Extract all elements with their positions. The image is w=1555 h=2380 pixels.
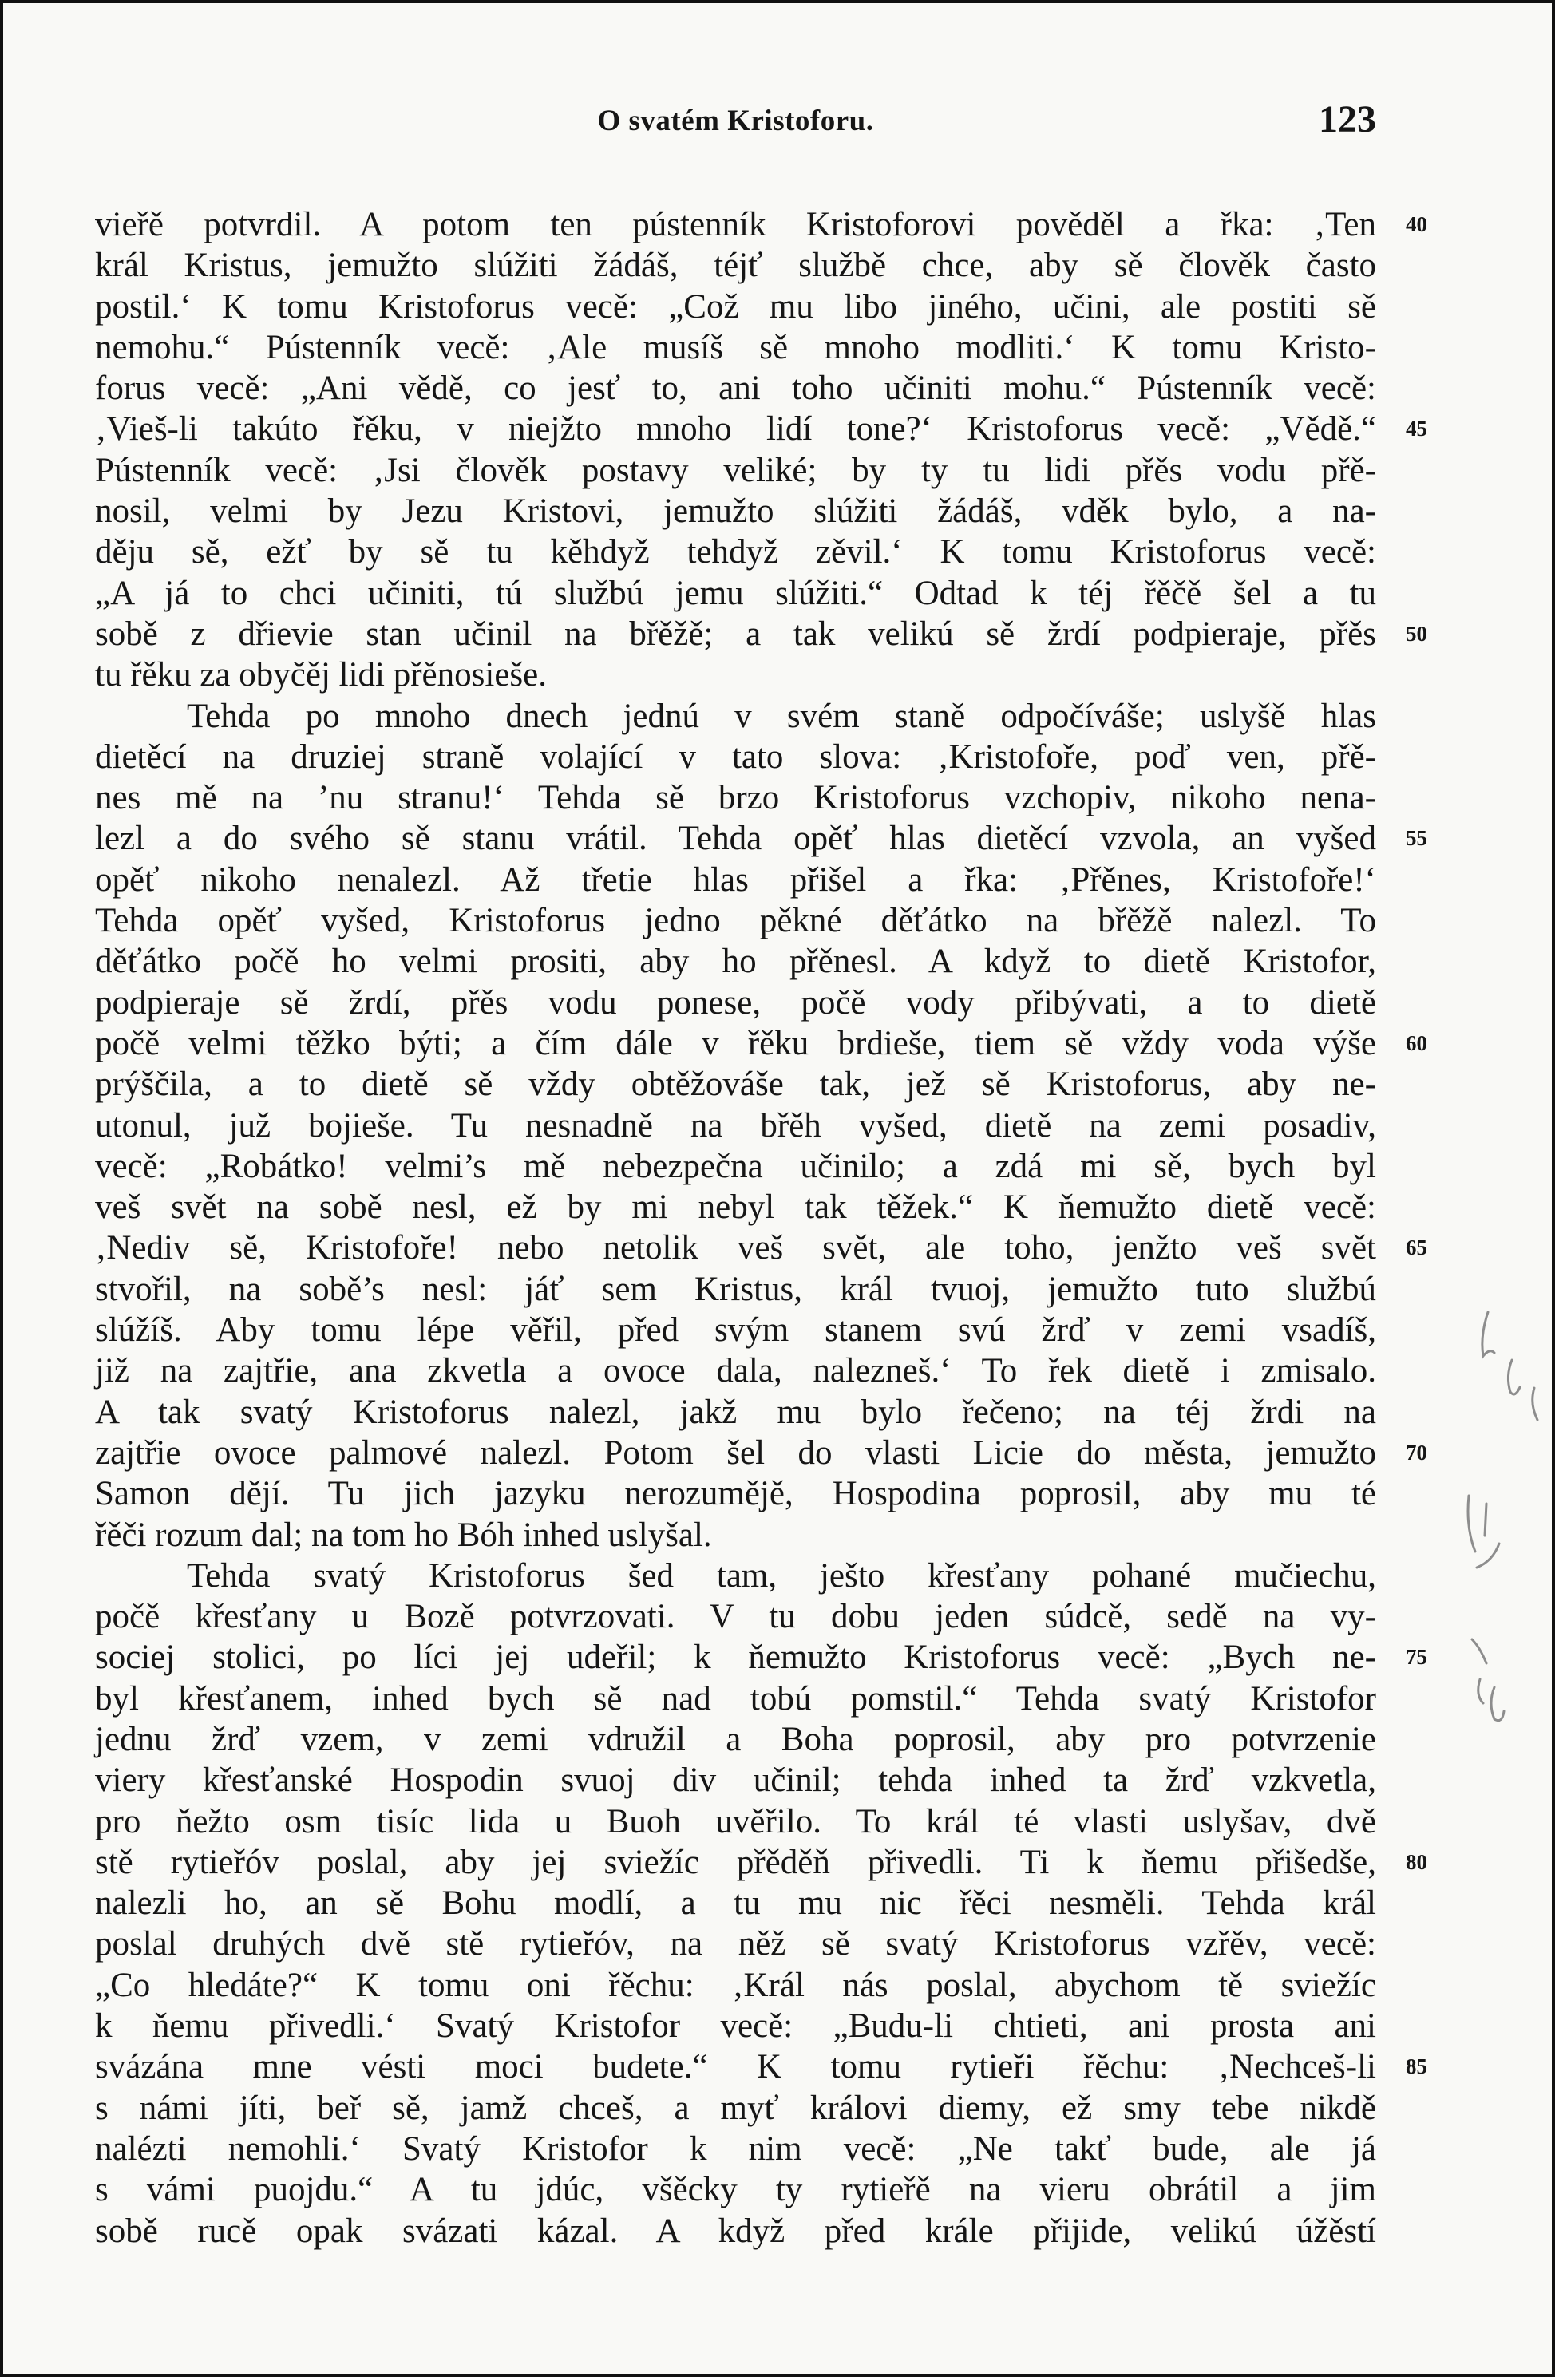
text-line [95, 1187, 1376, 1228]
line-number: 70 [1406, 1440, 1427, 1465]
text-line [95, 1392, 1376, 1433]
line-text: nosil, velmi by Jezu Kristovi, jemužto slúžiti žádáš, vděk bylo, a na- [95, 492, 1376, 531]
line-text: lezl a do svého sě stanu vrátil. Tehda opěť hlas dietěcí vzvola, an vyšed [95, 820, 1376, 858]
text-line [95, 1269, 1376, 1310]
text-line [95, 2006, 1376, 2046]
text-line [95, 573, 1376, 614]
text-line [95, 1965, 1376, 2006]
text-line [95, 777, 1376, 818]
line-text: již na zajtřie, ana zkvetla a ovoce dala, nalezneš.‘ To řek dietě i zmisalo. [95, 1352, 1376, 1390]
text-line [95, 2088, 1376, 2129]
line-text: k ňemu přivedli.‘ Svatý Kristofor vecě: „Budu-li chtieti, ani prosta ani [95, 2007, 1376, 2046]
line-text: nalezli ho, an sě Bohu modlí, a tu mu nic řěci nesměli. Tehda král [95, 1884, 1376, 1923]
text-line [95, 450, 1376, 491]
page-number: 123 [1319, 98, 1376, 140]
text-line [95, 2129, 1376, 2169]
line-text: podpieraje sě žrdí, přěs vodu ponese, počě vody přibývati, a to dietě [95, 983, 1376, 1022]
text-line [95, 327, 1376, 368]
text-line [95, 1678, 1376, 1719]
line-text: řěči rozum dal; na tom ho Bóh inhed uslyšal. [95, 1516, 712, 1554]
line-text: vecě: „Robátko! velmi’s mě nebezpečna učinilo; a zdá mi sě, bych byl [95, 1147, 1376, 1185]
text-line [95, 1596, 1376, 1637]
line-text: ‚Vieš-li takúto řěku, v niejžto mnoho lidí tone?‘ Kristoforus vecě: „Vědě.“ [95, 410, 1376, 449]
line-text: sociej stolici, po líci jej udeřil; k ňemužto Kristoforus vecě: „Bych ne- [95, 1639, 1376, 1677]
text-line [95, 1023, 1427, 1064]
line-number: 50 [1406, 621, 1427, 646]
line-text: viery křesťanské Hospodin svuoj div učinil; tehda inhed ta žrď vzkvetla, [95, 1761, 1376, 1800]
line-text: svázána mne vésti moci budete.“ K tomu rytieři řěchu: ‚Nechceš-li [95, 2048, 1376, 2086]
line-text: děťátko počě ho velmi prositi, aby ho přěnesl. A když to dietě Kristofor, [95, 943, 1376, 981]
text-line [95, 941, 1376, 982]
line-text: pro ňežto osm tisíc lida u Buoh uvěřilo. To král té vlasti uslyšav, dvě [95, 1802, 1376, 1840]
line-number: 80 [1406, 1849, 1427, 1874]
line-text: A tak svatý Kristoforus nalezl, jakž mu bylo řečeno; na téj žrdi na [95, 1393, 1376, 1431]
line-text: jednu žrď vzem, v zemi vdružil a Boha poprosil, aby pro potvrzenie [95, 1720, 1376, 1758]
line-text: poslal druhých dvě stě rytieřóv, na něž sě svatý Kristoforus vzřěv, vecě: [95, 1925, 1376, 1963]
line-number: 60 [1406, 1030, 1427, 1055]
line-text: zajtřie ovoce palmové nalezl. Potom šel do vlasti Licie do města, jemužto [95, 1433, 1376, 1472]
line-text: „A já to chci učiniti, tú službú jemu slúžiti.“ Odtad k téj řěčě šel a tu [95, 574, 1376, 612]
text-line [95, 1923, 1376, 1964]
text-line [95, 614, 1427, 654]
line-text: tu řěku za obyčěj lidi přěnosieše. [95, 656, 547, 694]
line-number: 75 [1406, 1645, 1427, 1670]
line-text: dietěcí na druziej straně volající v tato slova: ‚Kristofoře, poď ven, přě- [95, 737, 1376, 776]
text-line [95, 860, 1376, 900]
text-line [95, 491, 1376, 532]
text-line [95, 654, 1376, 695]
line-number: 55 [1406, 826, 1427, 851]
text-line [95, 1556, 1376, 1596]
text-line [95, 696, 1376, 737]
text-line [95, 368, 1376, 409]
text-line [95, 1228, 1427, 1268]
line-text: s vámi puojdu.“ A tu jdúc, všěcky ty rytieřě na vieru obrátil a jim [95, 2171, 1376, 2209]
line-text: ‚Nediv sě, Kristofoře! nebo netolik veš svět, ale toho, jenžto veš svět [95, 1229, 1376, 1267]
line-number: 45 [1406, 417, 1427, 441]
line-text: král Kristus, jemužto slúžiti žádáš, téjť službě chce, aby sě člověk často [95, 247, 1376, 285]
line-text: Tehda po mnoho dnech jednú v svém staně odpočíváše; uslyšě hlas [187, 697, 1376, 735]
text-line [95, 900, 1376, 941]
line-text: stě rytieřóv poslal, aby jej sviežíc přěděň přivedli. Ti k ňemu přišedše, [95, 1843, 1376, 1881]
line-text: počě velmi těžko býti; a čím dále v řěku brdieše, tiem sě vždy voda výše [95, 1024, 1376, 1062]
line-text: vieřě potvrdil. A potom ten pústenník Kristoforovi pověděl a řka: ‚Ten [95, 206, 1376, 243]
line-text: slúžíš. Aby tomu lépe věřil, před svým stanem svú žrď v zemi vsadíš, [95, 1311, 1376, 1350]
line-number: 65 [1406, 1235, 1427, 1260]
line-text: sobě z dřievie stan učinil na břěžě; a tak velikú sě žrdí podpieraje, přěs [95, 615, 1376, 653]
line-text: prýščila, a to dietě sě vždy obtěžováše tak, jež sě Kristoforus, aby ne- [95, 1065, 1376, 1104]
text-line [95, 1350, 1376, 1391]
page-header [95, 97, 1376, 148]
line-text: utonul, juž bojieše. Tu nesnadně na břěh vyšed, dietě na zemi posadiv, [95, 1106, 1376, 1145]
line-number: 40 [1406, 212, 1427, 236]
line-text: děju sě, ežť by sě tu kěhdyž tehdyž zěvil.‘ K tomu Kristoforus vecě: [95, 533, 1376, 571]
text-line [95, 409, 1427, 449]
line-text: postil.‘ K tomu Kristoforus vecě: „Což mu libo jiného, učini, ale postiti sě [95, 287, 1376, 326]
line-number: 85 [1406, 2054, 1427, 2079]
line-text: byl křesťanem, inhed bych sě nad tobú pomstil.“ Tehda svatý Kristofor [95, 1679, 1376, 1718]
text-line [95, 982, 1376, 1023]
text-line [95, 245, 1376, 286]
text-line [95, 818, 1427, 859]
text-line [95, 1473, 1376, 1514]
line-text: Samon dějí. Tu jich jazyku nerozumějě, Hospodina poprosil, aby mu té [95, 1475, 1376, 1513]
line-text: nalézti nemohli.‘ Svatý Kristofor k nim vecě: „Ne takť bude, ale já [95, 2129, 1376, 2168]
text-line [95, 532, 1376, 572]
body-text [95, 204, 1427, 2252]
text-line [95, 1719, 1376, 1760]
line-text: počě křesťany u Bozě potvrzovati. V tu dobu jeden súdcě, sedě na vy- [95, 1598, 1376, 1636]
line-text: Tehda opěť vyšed, Kristoforus jedno pěkné děťátko na břěžě nalezl. To [95, 902, 1376, 940]
text-line [95, 204, 1427, 245]
text-line [95, 2211, 1376, 2252]
line-text: veš svět na sobě nesl, ež by mi nebyl tak těžek.“ K ňemužto dietě vecě: [95, 1188, 1376, 1227]
line-text: nemohu.“ Pústenník vecě: ‚Ale musíš sě mnoho modliti.‘ K tomu Kristo- [95, 328, 1376, 366]
text-line [95, 1842, 1427, 1883]
text-line [95, 1146, 1376, 1187]
text-line [95, 1801, 1376, 1842]
line-text: stvořil, na sobě’s nesl: jáť sem Kristus, král tvuoj, jemužto tuto službú [95, 1270, 1376, 1308]
line-text: opěť nikoho nenalezl. Až třetie hlas přišel a řka: ‚Přěnes, Kristofoře!‘ [95, 860, 1376, 899]
text-line [95, 1760, 1376, 1801]
line-text: Tehda svatý Kristoforus šed tam, ješto křesťany pohané mučiechu, [187, 1556, 1376, 1595]
text-line [95, 287, 1376, 327]
text-line [95, 1064, 1376, 1105]
line-text: s námi jíti, beř sě, jamž chceš, a myť královi diemy, ež smy tebe nikdě [95, 2089, 1376, 2127]
line-text: forus vecě: „Ani vědě, co jesť to, ani toho učiniti mohu.“ Pústenník vecě: [95, 370, 1376, 408]
line-text: „Co hledáte?“ K tomu oni řěchu: ‚Král nás poslal, abychom tě sviežíc [95, 1966, 1376, 2004]
text-line [95, 1105, 1376, 1146]
text-line [95, 1637, 1427, 1678]
text-line [95, 1433, 1427, 1473]
text-line [95, 1515, 1376, 1556]
running-title: O svatém Kristoforu. [597, 105, 874, 137]
text-line [95, 2169, 1376, 2210]
line-text: sobě rucě opak svázati kázal. A když před krále přijide, velikú úžěstí [95, 2212, 1376, 2250]
line-text: Pústenník vecě: ‚Jsi člověk postavy veliké; by ty tu lidi přěs vodu přě- [95, 451, 1376, 489]
line-text: nes mě na ’nu stranu!‘ Tehda sě brzo Kristoforus vzchopiv, nikoho nena- [95, 779, 1376, 817]
text-line [95, 737, 1376, 777]
text-line [95, 1883, 1376, 1923]
text-line [95, 2046, 1427, 2087]
text-line [95, 1310, 1376, 1350]
